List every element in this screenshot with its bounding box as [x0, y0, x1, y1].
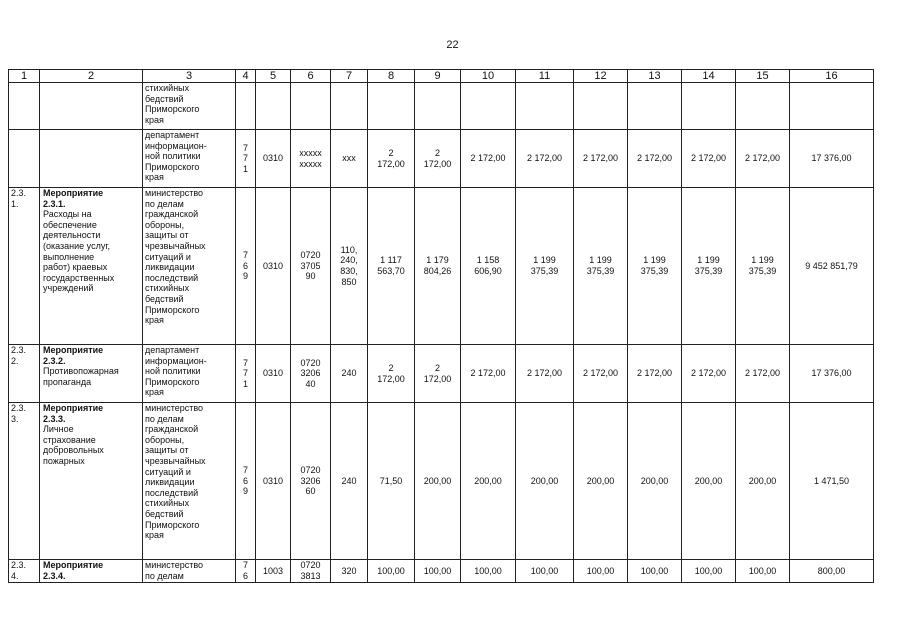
section-code: 0310	[256, 403, 291, 560]
total-value: 17 376,00	[790, 345, 874, 403]
total-value	[790, 83, 874, 130]
row-number: 2.3. 3.	[9, 403, 40, 560]
page-number: 22	[446, 39, 459, 51]
expense-type-code: xxx	[331, 130, 368, 188]
year-value: 1 199 375,39	[682, 188, 736, 345]
year-value: 100,00	[574, 560, 628, 583]
table-row	[9, 130, 874, 188]
year-value: 2 172,00	[628, 345, 682, 403]
measure-name-cell	[40, 130, 143, 188]
column-number: 13	[628, 70, 682, 83]
year-value	[628, 83, 682, 130]
year-value: 1 117 563,70	[368, 188, 415, 345]
year-value: 2 172,00	[574, 130, 628, 188]
year-value: 100,00	[368, 560, 415, 583]
section-code: 0310	[256, 345, 291, 403]
year-value: 1 199 375,39	[516, 188, 574, 345]
section-code	[256, 83, 291, 130]
grbs-code: 7 6 9	[236, 403, 256, 560]
total-value: 17 376,00	[790, 130, 874, 188]
measure-name-cell	[40, 403, 143, 560]
year-value	[516, 83, 574, 130]
table-row	[9, 188, 874, 345]
measure-name-cell	[40, 188, 143, 345]
column-number: 12	[574, 70, 628, 83]
table-row	[9, 83, 874, 130]
executor-cell: министерство по делам	[143, 560, 236, 583]
table-row	[9, 560, 874, 583]
section-code: 0310	[256, 188, 291, 345]
row-number: 2.3. 4.	[9, 560, 40, 583]
year-value: 2 172,00	[682, 130, 736, 188]
expense-type-code: 240	[331, 403, 368, 560]
column-number: 6	[291, 70, 331, 83]
grbs-code	[236, 83, 256, 130]
year-value: 200,00	[516, 403, 574, 560]
row-number: 2.3. 1.	[9, 188, 40, 345]
measure-name-cell	[40, 560, 143, 583]
year-value: 71,50	[368, 403, 415, 560]
measure-description: Личное страхование добровольных пожарных	[43, 424, 104, 466]
column-number: 14	[682, 70, 736, 83]
year-value: 2 172,00	[628, 130, 682, 188]
year-value: 200,00	[682, 403, 736, 560]
year-value: 2 172,00	[516, 130, 574, 188]
year-value: 100,00	[461, 560, 516, 583]
table-row	[9, 345, 874, 403]
column-number: 11	[516, 70, 574, 83]
executor-cell: стихийных бедствий Приморского края	[143, 83, 236, 130]
grbs-code: 7 7 1	[236, 345, 256, 403]
column-number: 5	[256, 70, 291, 83]
measure-title: Мероприятие 2.3.1.	[43, 188, 104, 209]
column-number: 3	[143, 70, 236, 83]
row-number: 2.3. 2.	[9, 345, 40, 403]
column-number: 16	[790, 70, 874, 83]
column-number-row	[9, 70, 874, 83]
grbs-code: 7 6	[236, 560, 256, 583]
total-value: 1 471,50	[790, 403, 874, 560]
year-value: 2 172,00	[516, 345, 574, 403]
target-article-code: 0720 3206 40	[291, 345, 331, 403]
year-value	[682, 83, 736, 130]
year-value: 2 172,00	[736, 130, 790, 188]
measure-name-cell	[40, 345, 143, 403]
table-row	[9, 403, 874, 560]
year-value: 2 172,00	[368, 345, 415, 403]
expense-type-code: 240	[331, 345, 368, 403]
year-value: 2 172,00	[574, 345, 628, 403]
year-value: 200,00	[628, 403, 682, 560]
executor-cell: департамент информацион- ной политики Приморского края	[143, 345, 236, 403]
year-value: 2 172,00	[736, 345, 790, 403]
executor-cell: министерство по делам гражданской обороны, защиты от чрезвычайных ситуаций и ликвидации последствий стихийных бедствий Приморского края	[143, 403, 236, 560]
year-value: 200,00	[415, 403, 461, 560]
year-value: 200,00	[736, 403, 790, 560]
year-value: 1 199 375,39	[628, 188, 682, 345]
column-number: 15	[736, 70, 790, 83]
total-value: 800,00	[790, 560, 874, 583]
measure-title: Мероприятие 2.3.3.	[43, 403, 104, 424]
expense-type-code: 110, 240, 830, 850	[331, 188, 368, 345]
grbs-code: 7 6 9	[236, 188, 256, 345]
column-number: 8	[368, 70, 415, 83]
year-value	[415, 83, 461, 130]
column-number: 2	[40, 70, 143, 83]
expense-type-code	[331, 83, 368, 130]
year-value: 2 172,00	[415, 130, 461, 188]
year-value	[574, 83, 628, 130]
year-value: 1 199 375,39	[574, 188, 628, 345]
year-value: 100,00	[516, 560, 574, 583]
year-value	[736, 83, 790, 130]
year-value: 2 172,00	[461, 130, 516, 188]
executor-cell: министерство по делам гражданской обороны, защиты от чрезвычайных ситуаций и ликвидации последствий стихийных бедствий Приморского края	[143, 188, 236, 345]
year-value	[368, 83, 415, 130]
target-article-code: 0720 3206 60	[291, 403, 331, 560]
year-value: 100,00	[736, 560, 790, 583]
measure-name-cell	[40, 83, 143, 130]
target-article-code: xxxxx xxxxx	[291, 130, 331, 188]
expense-type-code: 320	[331, 560, 368, 583]
year-value: 1 179 804,26	[415, 188, 461, 345]
year-value: 2 172,00	[461, 345, 516, 403]
column-number: 10	[461, 70, 516, 83]
measure-description: Противопожарная пропаганда	[43, 366, 119, 387]
column-number: 4	[236, 70, 256, 83]
grbs-code: 7 7 1	[236, 130, 256, 188]
year-value: 100,00	[682, 560, 736, 583]
row-number	[9, 83, 40, 130]
year-value: 100,00	[628, 560, 682, 583]
column-number: 7	[331, 70, 368, 83]
measure-title: Мероприятие 2.3.4.	[43, 560, 104, 581]
year-value: 2 172,00	[368, 130, 415, 188]
column-number: 9	[415, 70, 461, 83]
year-value: 1 158 606,90	[461, 188, 516, 345]
year-value: 1 199 375,39	[736, 188, 790, 345]
year-value: 100,00	[415, 560, 461, 583]
measure-title: Мероприятие 2.3.2.	[43, 345, 104, 366]
executor-cell: департамент информацион- ной политики Приморского края	[143, 130, 236, 188]
section-code: 0310	[256, 130, 291, 188]
year-value: 2 172,00	[415, 345, 461, 403]
row-number	[9, 130, 40, 188]
measure-description: Расходы на обеспечение деятельности (оказание услуг, выполнение работ) краевых государственных учреждений	[43, 209, 115, 294]
year-value: 200,00	[574, 403, 628, 560]
target-article-code: 0720 3705 90	[291, 188, 331, 345]
target-article-code: 0720 3813	[291, 560, 331, 583]
column-number: 1	[9, 70, 40, 83]
total-value: 9 452 851,79	[790, 188, 874, 345]
target-article-code	[291, 83, 331, 130]
year-value: 2 172,00	[682, 345, 736, 403]
year-value: 200,00	[461, 403, 516, 560]
section-code: 1003	[256, 560, 291, 583]
budget-table	[8, 69, 874, 583]
year-value	[461, 83, 516, 130]
